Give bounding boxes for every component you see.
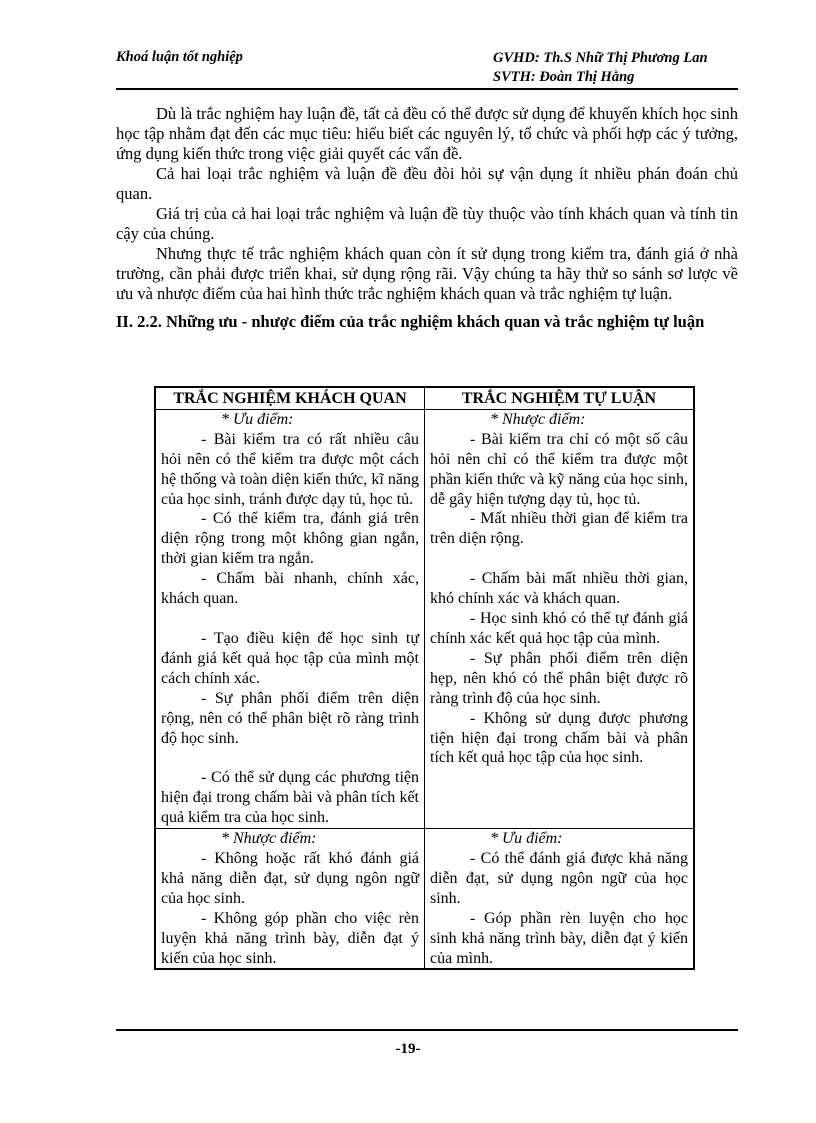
table-cell	[155, 409, 425, 828]
list-item: - Góp phần rèn luyện cho học sinh khả năng trình bày, diễn đạt ý kiến của mình.	[430, 909, 688, 967]
list-item: - Có thể đánh giá được khả năng diễn đạt, sử dụng ngôn ngữ của học sinh.	[430, 850, 688, 907]
list-item: - Không hoặc rất khó đánh giá khả năng diễn đạt, sử dụng ngôn ngữ của học sinh.	[161, 850, 419, 907]
spacer	[430, 549, 688, 569]
list-item: - Chấm bài mất nhiều thời gian, khó chính xác và khách quan.	[430, 570, 688, 608]
list-item: - Mất nhiều thời gian để kiểm tra trên diện rộng.	[430, 510, 688, 548]
table-row	[155, 409, 694, 828]
table-header-row	[155, 387, 694, 409]
list-item: - Học sinh khó có thể tự đánh giá chính xác kết quả học tập của mình.	[430, 610, 688, 647]
list-item: - Tạo điều kiện để học sinh tự đánh giá kết quả học tập của mình một cách chính xác.	[161, 629, 419, 687]
list-item: - Không sử dụng được phương tiện hiện đại trong chấm bài và phân tích kết quả học tập của học sinh.	[430, 709, 688, 767]
paragraph: Cả hai loại trắc nghiệm và luận đề đều đòi hỏi sự vận dụng ít nhiều phán đoán chủ quan.	[116, 164, 738, 203]
cell-subheading: * Nhược điểm:	[490, 410, 586, 428]
thesis-label: Khoá luận tốt nghiệp	[116, 49, 243, 65]
list-item: - Có thể kiểm tra, đánh giá trên diện rộng trong một không gian ngắn, thời gian kiểm tra ngắn.	[161, 510, 419, 568]
spacer	[161, 609, 419, 629]
table-row	[155, 829, 694, 970]
list-item: - Sự phân phối điểm trên diện hẹp, nên khó có thể phân biệt được rõ ràng trình độ của học sinh.	[430, 649, 688, 707]
column-header-essay: TRẮC NGHIỆM TỰ LUẬN	[425, 387, 695, 409]
supervisor-line: GVHD: Th.S Nhữ Thị Phương Lan	[493, 50, 708, 66]
section-heading: II. 2.2. Những ưu - nhược điểm của trắc nghiệm khách quan và trắc nghiệm tự luận	[116, 312, 705, 331]
page-number: -19-	[395, 1041, 421, 1057]
author-info	[493, 49, 708, 87]
page-header	[116, 46, 738, 90]
student-line: SVTH: Đoàn Thị Hằng	[493, 69, 635, 85]
paragraph: Giá trị của cả hai loại trắc nghiệm và luận đề tùy thuộc vào tính khách quan và tính tin cậy của chúng.	[116, 204, 738, 243]
column-header-objective: TRẮC NGHIỆM KHÁCH QUAN	[155, 387, 425, 409]
paragraph: Dù là trắc nghiệm hay luận đề, tất cả đều có thể được sử dụng để khuyến khích học sinh học tập nhằm đạt đến các mục tiêu: hiểu biết các nguyên lý, tổ chức và phối hợp các ý tưởng, ứng dụng kiến thức trong việc giải quyết các vấn đề.	[116, 104, 738, 163]
list-item: - Không góp phần cho việc rèn luyện khả năng trình bày, diễn đạt ý kiến của học sinh.	[161, 909, 419, 967]
cell-subheading: * Ưu điểm:	[490, 830, 563, 848]
cell-subheading: * Ưu điểm:	[221, 410, 294, 428]
comparison-table	[154, 386, 695, 970]
list-item: - Bài kiểm tra chỉ có một số câu hỏi nên chỉ có thể kiểm tra được một phần kiến thức và kỹ năng của học sinh, dễ gây hiện tượng dạy tủ, học tủ.	[430, 430, 688, 508]
cell-subheading: * Nhược điểm:	[221, 830, 317, 848]
table-cell	[425, 409, 695, 828]
list-item: - Có thể sử dụng các phương tiện hiện đại trong chấm bài và phân tích kết quả kiểm tra của học sinh.	[161, 769, 419, 827]
body-content	[116, 104, 738, 332]
spacer	[161, 748, 419, 768]
footer-rule	[116, 1029, 738, 1031]
table-cell	[425, 829, 695, 970]
table-cell	[155, 829, 425, 970]
paragraph: Nhưng thực tế trắc nghiệm khách quan còn ít sử dụng trong kiểm tra, đánh giá ở nhà trường, cần phải được triển khai, sử dụng rộng rãi. Vậy chúng ta hãy thử so sánh sơ lược về ưu và nhược điểm của hai hình thức trắc nghiệm khách quan và trắc nghiệm tự luận.	[116, 244, 738, 303]
list-item: - Bài kiểm tra có rất nhiều câu hỏi nên có thể kiểm tra được một cách hệ thống và toàn diện kiến thức, kĩ năng của học sinh, tránh được dạy tủ, học tủ.	[161, 430, 419, 508]
header-rule	[116, 88, 738, 90]
list-item: - Chấm bài nhanh, chính xác, khách quan.	[161, 570, 419, 608]
list-item: - Sự phân phối điểm trên diện rộng, nên có thể phân biệt rõ ràng trình độ học sinh.	[161, 689, 419, 747]
